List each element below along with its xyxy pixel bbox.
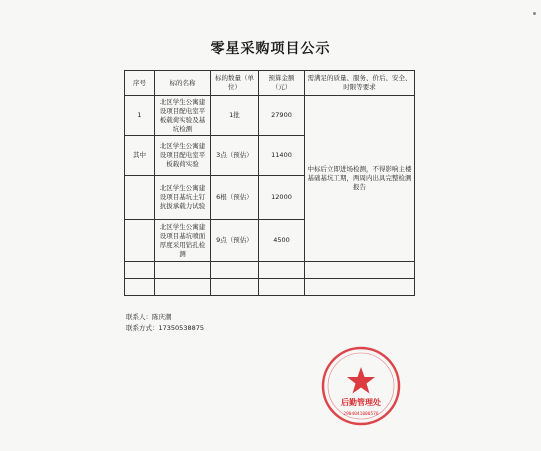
header-budget: 预算金额（元） bbox=[259, 71, 305, 96]
row-name: 北区学生公寓建设项目基坑土钉抗拔承载力试验 bbox=[155, 176, 211, 220]
table-header-row bbox=[125, 71, 415, 96]
row-no: 1 bbox=[125, 96, 155, 136]
row-no bbox=[125, 220, 155, 262]
row-budget: 27900 bbox=[259, 96, 305, 136]
page-title: 零星采购项目公示 bbox=[210, 41, 331, 57]
contact-person: 联系人：陈庆潮 bbox=[126, 313, 172, 321]
header-requirements: 需满足的质量、服务、价后、安全、时限等要求 bbox=[305, 71, 415, 96]
row-name: 北区学生公寓建设项目配电室平板载荷实验及基坑检测 bbox=[155, 96, 211, 136]
row-qty: 6根（预估） bbox=[211, 176, 259, 220]
header-qty: 标的数量（单位） bbox=[211, 71, 259, 96]
official-seal bbox=[320, 345, 402, 427]
row-name: 北区学生公寓建设项目基坑喷面厚度采用钻孔检测 bbox=[155, 220, 211, 262]
row-name: 北区学生公寓建设项目配电室平板载荷实验 bbox=[155, 136, 211, 176]
row-budget: 12000 bbox=[259, 176, 305, 220]
empty-row bbox=[125, 262, 415, 279]
row-qty: 1批 bbox=[211, 96, 259, 136]
seal-text: 后勤管理处 bbox=[341, 398, 381, 407]
contact-phone: 联系方式：17350538875 bbox=[126, 324, 204, 332]
row-qty: 9点（预估） bbox=[211, 220, 259, 262]
empty-row bbox=[125, 279, 415, 296]
header-name: 标的名称 bbox=[155, 71, 211, 96]
header-no: 序号 bbox=[125, 71, 155, 96]
seal-star-icon bbox=[347, 367, 375, 394]
row-qty: 3点（预估） bbox=[211, 136, 259, 176]
row-budget: 11400 bbox=[259, 136, 305, 176]
row-no bbox=[125, 176, 155, 220]
corner-mark bbox=[533, 12, 536, 15]
procurement-table bbox=[124, 70, 415, 296]
table-row bbox=[125, 96, 415, 136]
row-no: 其中 bbox=[125, 136, 155, 176]
row-budget: 4500 bbox=[259, 220, 305, 262]
requirements-cell: 中标后立即进场检测，不得影响主楼基础基坑工期，两周内出具完整检测报告 bbox=[305, 96, 415, 262]
seal-number: 2904041000576 bbox=[343, 412, 379, 417]
